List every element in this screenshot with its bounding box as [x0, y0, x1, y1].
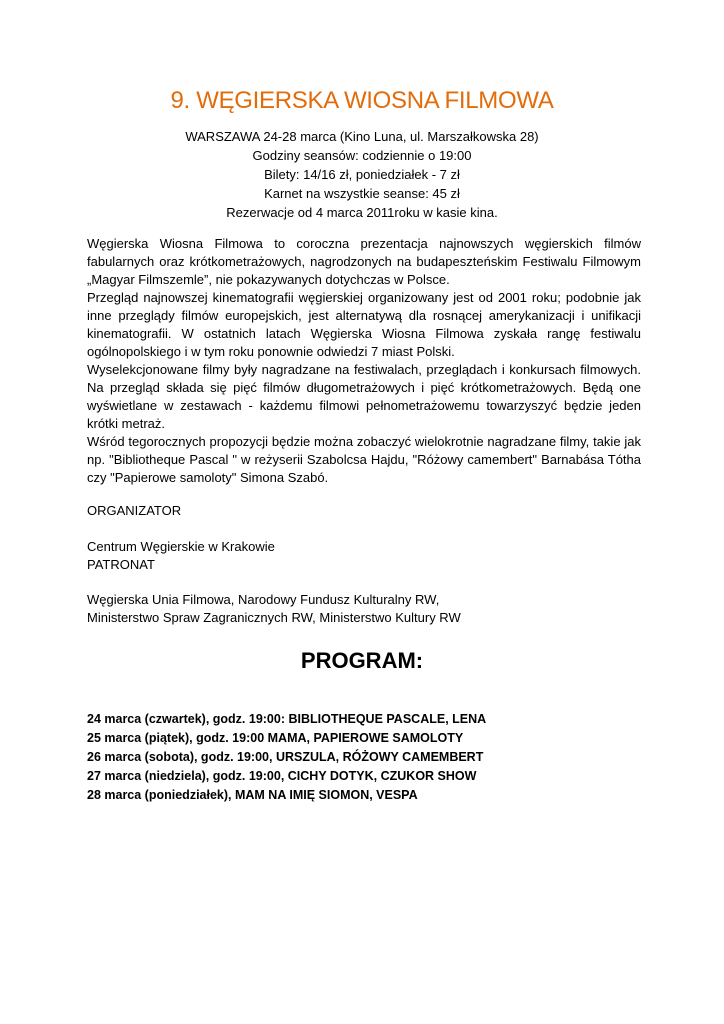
- program-list: [87, 710, 647, 805]
- description: [87, 235, 641, 487]
- paragraph: Przegląd najnowszej kinematografii węgierskiej organizowany jest od 2001 roku; podobnie jak inne przeglądy filmów europejskich, jest alternatywą dla rosnącej amerykanizacji i unifikacji kinematografii. W ostatnich latach Węgierska Wiosna Filmowa zyskała rangę festiwalu ogólnopolskiego i w tym roku ponownie odwiedzi 7 miast Polski.: [87, 290, 641, 359]
- organizer-section: [87, 538, 641, 574]
- program-item: 28 marca (poniedziałek), MAM NA IMIĘ SIOMON, VESPA: [87, 788, 418, 802]
- program-item: 25 marca (piątek), godz. 19:00 MAMA, PAPIEROWE SAMOLOTY: [87, 731, 464, 745]
- paragraph: Wyselekcjonowane filmy były nagradzane na festiwalach, przeglądach i konkursach filmowych. Na przegląd składa się pięć filmów długometrażowych i pięć krótkometrażowych. Będą one wyświetlane w zestawach - każdemu filmowi pełnometrażowemu towarzyszyć będzie jeden krótki metraż.: [87, 362, 641, 431]
- patron-line: Węgierska Unia Filmowa, Narodowy Fundusz Kulturalny RW,: [87, 592, 440, 607]
- info-line-pass: Karnet na wszystkie seanse: 45 zł: [264, 186, 460, 201]
- info-line-hours: Godziny seansów: codziennie o 19:00: [252, 148, 472, 163]
- program-item: 24 marca (czwartek), godz. 19:00: BIBLIOTHEQUE PASCALE, LENA: [87, 712, 487, 726]
- program-item: 27 marca (niedziela), godz. 19:00, CICHY DOTYK, CZUKOR SHOW: [87, 769, 477, 783]
- paragraph: Wśród tegorocznych propozycji będzie można zobaczyć wielokrotnie nagradzane filmy, takie jak np. "Bibliotheque Pascal " w reżyserii Szabolcsa Hajdu, "Różowy camembert" Barnabása Tótha czy "Papierowe samoloty" Simona Szabó.: [87, 434, 641, 485]
- organizer-label: ORGANIZATOR: [87, 503, 182, 518]
- organizer-value: Centrum Węgierskie w Krakowie: [87, 539, 275, 554]
- page-title: 9. WĘGIERSKA WIOSNA FILMOWA: [170, 87, 554, 114]
- info-line-location: WARSZAWA 24-28 marca (Kino Luna, ul. Marszałkowska 28): [185, 129, 539, 144]
- program-item: 26 marca (sobota), godz. 19:00, URSZULA, RÓŻOWY CAMEMBERT: [87, 750, 484, 764]
- info-line-tickets: Bilety: 14/16 zł, poniedziałek - 7 zł: [264, 167, 460, 182]
- patron-label: PATRONAT: [87, 557, 155, 572]
- program-heading: PROGRAM:: [300, 648, 424, 673]
- paragraph: Węgierska Wiosna Filmowa to coroczna prezentacja najnowszych węgierskich filmów fabularnych oraz krótkometrażowych, nagrodzonych na budapeszteńskim Festiwalu Filmowym „Magyar Filmszemle”, nie pokazywanych dotychczas w Polsce.: [87, 236, 641, 287]
- patrons-section: [87, 591, 641, 627]
- event-info: [0, 127, 724, 222]
- patron-line: Ministerstwo Spraw Zagranicznych RW, Ministerstwo Kultury RW: [87, 610, 461, 625]
- info-line-reservations: Rezerwacje od 4 marca 2011roku w kasie kina.: [226, 205, 498, 220]
